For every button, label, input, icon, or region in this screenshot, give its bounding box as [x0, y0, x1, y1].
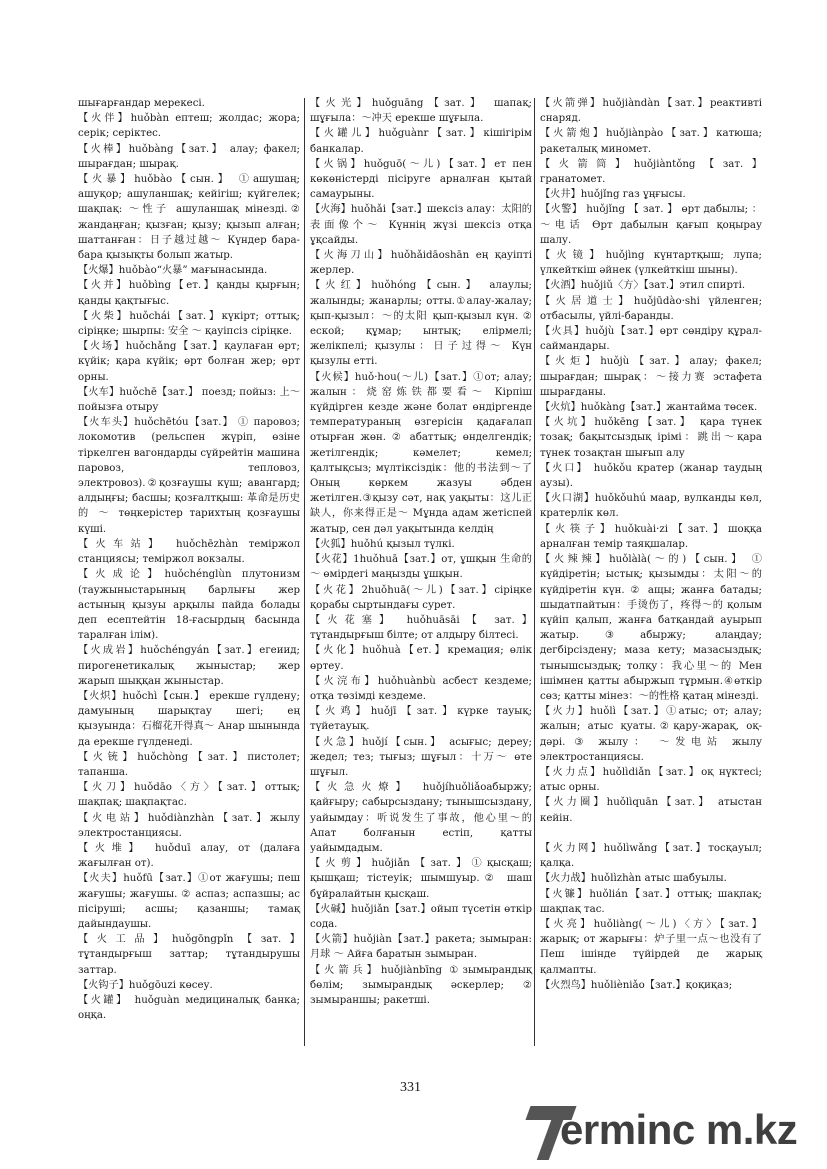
dictionary-entry: 【火场】huǒchǎng【зат.】қаулаған өрт; күйік; қара күйік; өрт болған жер; өрт орны. [78, 341, 300, 383]
dictionary-entry: 【火铳】huǒchòng【зат.】пистолет; тапанша. [78, 751, 300, 778]
dictionary-entry: 【火镜】huǒjìng күнтартқыш; лупа; үлкейткіш әйнек (үлкейткіш шыны). [540, 250, 762, 277]
dictionary-entry: 【火力网】huǒlìwǎng【зат.】тосқауыл; қалқа. [540, 842, 762, 870]
dictionary-entry: 【火车头】huǒchētóu【зат.】 ① паровоз; локомотив (рельспен жүріп, өзіне тіркелген вагондарды сүйрейтін машина паровоз, тепловоз, электровоз).②қозғаушы күш; авангард; алдыңғы; басшы; қозғалтқыш: 革命是历史的 ～ төңкерістер тарихтың қозғаушы күші. [78, 417, 300, 535]
dictionary-entry: 【火柴】huǒchái【зат.】күкірт; оттық; сіріңке; шырпы: 安全 ～ қауіпсіз сіріңке. [78, 310, 300, 338]
dictionary-entry: 【火酒】huǒjiǔ〈方〉【зат.】этил спирті. [540, 280, 746, 292]
dictionary-entry: 【火井】huǒjǐng газ ұңғысы. [540, 189, 686, 201]
dictionary-column-2 [310, 96, 532, 1008]
dictionary-entry: 【火并】huǒbìng【ет.】қанды қырғын; қанды қақтығыс. [78, 280, 300, 307]
dictionary-entry: 【火花塞】 huǒhuāsāi【 зат.】 тұтандырғыш білте; от алдыру білтесі. [310, 614, 532, 642]
dictionary-entry: 【火光】huǒguāng【зат.】 шапақ; шұғыла：～冲天 ерекше шұғыла. [310, 98, 532, 125]
dictionary-entry: 【火车站】 huǒchēzhàn темiржол станциясы; теміржол вокзалы. [78, 538, 300, 566]
dictionary-entry: 【火成岩】huǒchéngyán【зат.】егеиид; пирогенетикалық жыныстар; жер жарып шыққан жыныстар. [78, 645, 300, 687]
dictionary-entry: 【火力战】huǒlìzhàn атыс шабуылы. [540, 873, 727, 885]
dictionary-entry: 【火成论】huǒchénglùn плутонизм (таужыныстарының барлығы жер астының қызуы арқылы пайда болады деп есептейтін 18-ғасырдың басында таралған ілім). [78, 569, 300, 642]
dictionary-entry: 【火暴】huǒbào【сын.】 ①ашушаң; ашуқор; ашуланшақ; кейігіш; күйгелек; шақпақ: ～性子 ашуланшақ мінезді.② жандаңған; қызған; қызу; қызып алған; шаттанған：日子越过越～ Күндер бара-бара қызықты болып жатыр. [78, 174, 300, 262]
dictionary-entry: 【火力点】huǒlìdiǎn【зат.】оқ нүктесі; атыс орны. [540, 766, 762, 794]
dictionary-entry: 【火力】huǒlì【зат.】①атыс; от; алау; жалын; атыс қуаты.②қару-жарақ, оқ-дәрі. ③ жылу： ～发电站 жылу электростанциясы. [540, 706, 762, 763]
dictionary-entry: 【火居道士】huǒjūdào·shi үйленген; отбасылы, үйлі-баранды. [540, 295, 762, 322]
column-divider [534, 98, 535, 1046]
dictionary-entry: 【火花】2huǒhuā(～儿)【зат.】сіріңке қорабы сыртындағы сурет. [310, 584, 532, 611]
dictionary-entry: 【火警】 huǒjǐng 【 зат. 】 өрт дабылы; ：～电话 Өрт дабылын қағып қоңырау шалу. [540, 204, 762, 246]
dictionary-entry: 【火花】1huǒhuā【зат.】от, ұшқын 生命的～ өмірдегі маңызды ұшқын. [310, 554, 532, 581]
dictionary-entry: 【火箭筒】huǒjiàntǒng【зат.】 гранатомет. [540, 158, 762, 186]
dictionary-entry: 【火箭弹】huǒjiàndàn【зат.】реактивті снаряд. [540, 98, 762, 125]
dictionary-entry: 【火碱】huǒjiǎn【зат.】ойып түсетін өткір сода. [310, 903, 532, 930]
dictionary-entry: 【火急】huǒjí【сын.】 асығыс; дереу; жедел; тез; тығыз; шұғыл：十万～ өте шұғыл. [310, 736, 532, 778]
dictionary-entry: 【火堆】 huǒduī алау, от (далаға жағылған от). [78, 842, 300, 870]
dictionary-column-3 [540, 96, 762, 993]
termincom-logo[interactable] [520, 1100, 820, 1162]
dictionary-entry: 【火爆】huǒbào“火暴” мағынасында. [78, 265, 268, 277]
dictionary-entry: 【火钩子】huǒgōuzi көсеу. [78, 979, 213, 991]
dictionary-entry: 【火狐】huǒhú қызыл түлкі. [310, 538, 455, 550]
logo-text: erminc m.kz [560, 1106, 798, 1153]
dictionary-entry: 【火力圈】huǒlìquān【зат.】 атыстан кейін. [540, 797, 762, 824]
dictionary-entry: 【火炽】huǒchì【сын.】 ерекше гүлдену; дамуының шарықтау шегі; ең қызуында：石榴花开得真～ Анар шынында да ерекше гүлденеді. [78, 690, 300, 748]
dictionary-entry: 【火炬】huǒjù【зат.】алау; факел; шырағдан; шырақ：～接力赛 эстафета шырағданы. [540, 356, 762, 398]
page-number: 331 [400, 1080, 421, 1095]
dictionary-entry: шығарғандар мерекесі. [78, 98, 205, 109]
dictionary-entry: 【火罐儿】huǒguànr【зат.】кішігірім банкалар. [310, 128, 532, 155]
dictionary-entry: 【火化】huǒhuà【ет.】кремация; өлік өртеу. [310, 645, 532, 672]
dictionary-entry: 【火电站】huǒdiànzhàn【зат.】жылу электростанциясы. [78, 812, 300, 839]
dictionary-entry: 【火刀】huǒdāo〈方〉【зат.】оттық; шақпақ; шақпақтас. [78, 782, 300, 809]
dictionary-entry: 【火工品】huǒgōngpǐn【зат.】 тұтандырғыш заттар; тұтандырушы заттар. [78, 934, 300, 976]
dictionary-entry: 【火筷子】huǒkuài·zi【зат.】шоққа арналған темір таяқшалар. [540, 523, 762, 550]
dictionary-entry: 【火箭兵】huǒjiànbīng ①зымырандық бөлім; зымырандық әскерлер; ② зымыраншы; ракетші. [310, 964, 532, 1006]
dictionary-entry: 【火锅】huǒguō(～儿)【зат.】ет пен көкөністерді пісіруге арналған қытай самаурыны. [310, 158, 532, 201]
dictionary-entry [540, 826, 762, 841]
dictionary-entry: 【火剪】huǒjiǎn【зат.】①қысқаш; қышқаш; тістеуік; шымшуыр.② шаш бұйралайтын қысқаш. [310, 858, 532, 900]
dictionary-entry: 【火红】huǒhóng【сын.】 алаулы; жалынды; жанарлы; отты.①алау-жалау; қып-қызыл：～的太阳 қып-қызыл күн. ② еской; құмар; ынтық; елірмелі; желікпелі; қызулы：日子过得～ Күн қызулы етті. [310, 280, 532, 368]
dictionary-entry: 【火烈鸟】huǒlièniǎo【зат.】қоқиқаз; [540, 979, 733, 991]
dictionary-entry: 【火伴】huǒbàn ептеш; жолдас; жора; серік; серіктес. [78, 113, 300, 140]
dictionary-entry: 【火箭】huǒjiàn【зат.】ракета; зымыран: 月球 ～ Айға баратын зымыран. [310, 934, 532, 961]
dictionary-entry: 【火坑】huǒkēng【зат.】 қара түнек тозақ; бақытсыздық ірімі：跳出～қара түнек тозақтан шығып алу [540, 417, 762, 459]
dictionary-entry: 【火炕】huǒkàng【зат.】жантайма төсек. [540, 402, 758, 414]
dictionary-entry: 【火口湖】huǒkǒuhú маар, вулканды көл, кратерлік көл. [540, 493, 762, 520]
dictionary-entry: 【火急火燎】 huǒjíhuǒliǎoабыржу; қайғыру; сабырсыздану; тынышсыздану, уайымдау：听说发生了事故，他心里～的 Апат болғанын естіп, қатты уайымдадым. [310, 782, 532, 854]
dictionary-entry: 【火海】huǒhǎi【зат.】шексіз алау：太阳的表面像个～ Күннің жүзі шексіз отқа ұқсайды. [310, 204, 532, 246]
dictionary-entry: 【火辣辣】huǒlàlà(～的)【сын.】 ① күйдіретін; ыстық; қызымды：太阳～的 күйдіретін күн. ② ащы; жанға батады; шыдатпайтын：手烫伤了，疼得～的 қолым күйіп қалып, жанға батқандай ауырып жатыр.③абыржу; алаңдау; дегбірсіздену; маза кету; мазасыздық; тынышсыздық; толқу：我心里～的 Мен ішімнен қатты абыржып тұрмын.④өткір сөз; қатты мінез：～的性格 қатаң мінезді. [540, 554, 762, 702]
dictionary-column-1 [78, 96, 300, 1023]
dictionary-entry: 【火具】huǒjù【зат.】өрт сөндіру құрал-саймандары. [540, 326, 762, 353]
dictionary-entry: 【火夫】huǒfū【зат.】①от жағушы; пеш жағушы; жағушы. ② аспаз; аспазшы; ас пісіруші; асшы; қазаншы; тамақ дайындаушы. [78, 873, 300, 930]
dictionary-entry: 【火口】 huǒkǒu кратер (жанар таудың аузы). [540, 462, 762, 490]
dictionary-entry: 【火车】huǒchē【зат.】 поезд; пойыз: 上～пойызға отыру [78, 386, 300, 414]
dictionary-entry: 【火镰】huǒlián【зат.】оттық; шақпақ; шақпақ тас. [540, 888, 762, 915]
dictionary-entry: 【火海刀山】huǒhǎidāoshān ең қауіпті жерлер. [310, 250, 532, 277]
dictionary-entry: 【火棒】huǒbàng【зат.】 алау; факел; шырағдан; шырақ. [78, 143, 300, 170]
dictionary-entry: 【火亮】huǒliàng(～儿)〈方〉【зат.】 жарық; от жарығы：炉子里一点～也没有了 Пеш ішінде түйірдей де жарық қалмапты. [540, 918, 762, 976]
dictionary-entry: 【火鸡】huǒjī【зат.】күрке тауық; түйетауық. [310, 706, 532, 733]
dictionary-entry: 【火候】huǒ·hou(～儿)【зат.】①от; алау; жалын：烧窑炼铁都要看～ Кірпіш күйдірген кезде және болат өндіргенде температураның өзгерісін қадағалап отырған жөн. ② абаттық; өнделгендік; жетілгендік; кәмелет; кемел; қалтықсыз; мүлтіксіздік：他的书法到～了 Оның көркем жазуы әбден жетілген.③қызу сәт, нақ уақыты：这儿正缺人，你来得正是～ Мұнда адам жетіспей жатыр, сен дәл уақытында келдің [310, 371, 532, 535]
dictionary-entry: 【火箭炮】huǒjiànpào【зат.】катюша; ракеталық миномет. [540, 128, 762, 155]
column-divider [304, 98, 305, 1046]
dictionary-entry: 【火浣布】huǒhuànbù асбест кездеме; отқа төзімді кездеме. [310, 675, 532, 702]
dictionary-entry: 【火罐】 huǒguàn медициналық банка; оңқа. [78, 994, 300, 1022]
